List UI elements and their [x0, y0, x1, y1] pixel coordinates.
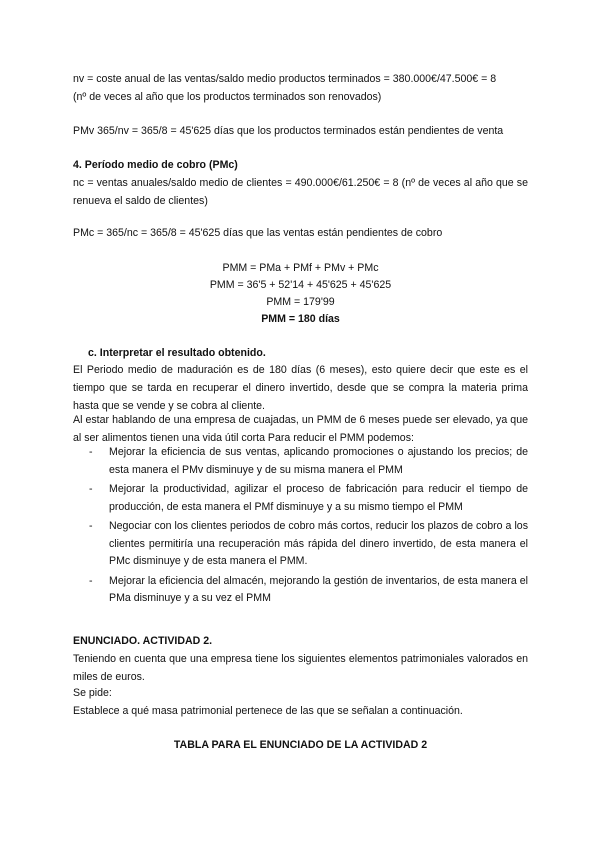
list-item: [73, 518, 528, 571]
nc-formula: nc = ventas anuales/saldo medio de clientes = 490.000€/61.250€ = 8 (nº de veces al año que se renueva el saldo de clientes): [73, 177, 528, 207]
pmm-sum: PMM = 36'5 + 52'14 + 45'625 + 45'625: [209, 279, 392, 291]
list-item: [73, 444, 528, 479]
activity2-paragraph-1: Teniendo en cuenta que una empresa tiene los siguientes elementos patrimoniales valorados en miles de euros.: [73, 653, 528, 683]
list-item-text: Mejorar la productividad, agilizar el proceso de fabricación para reducir el tiempo de producción, de esta manera el PMf disminuye y a su mismo tiempo el PMM: [109, 483, 528, 513]
list-item-text: Negociar con los clientes periodos de cobro más cortos, reducir los plazos de cobro a los clientes permitiría una recuperación más rápida del dinero invertido, de esta manera el PMc disminuye y de esta manera el PMM.: [109, 520, 528, 567]
nv-note: (nº de veces al año que los productos terminados son renovados): [73, 91, 382, 103]
list-item-text: Mejorar la eficiencia de sus ventas, aplicando promociones o ajustando los precios; de esta manera el PMv disminuye y de su misma manera el PMM: [109, 446, 528, 476]
bullet-dash: -: [89, 446, 93, 458]
pmm-value: PMM = 179'99: [266, 296, 335, 308]
interpretation-paragraph-2: Al estar hablando de una empresa de cuajadas, un PMM de 6 meses puede ser elevado, ya que al ser alimentos tienen una vida útil corta Para reducir el PMM podemos:: [73, 414, 528, 444]
activity2-heading: ENUNCIADO. ACTIVIDAD 2.: [73, 635, 213, 647]
list-item-text: Mejorar la eficiencia del almacén, mejorando la gestión de inventarios, de esta manera el PMa disminuye y a su vez el PMM: [109, 574, 528, 604]
interpretation-paragraph-1: El Periodo medio de maduración es de 180 días (6 meses), esto quiere decir que este es el tiempo que se tarda en recuperar el dinero invertido, desde que se compra la materia prima hasta que se vende y se cobra al cliente.: [73, 364, 528, 412]
bullet-dash: -: [89, 483, 93, 495]
bullet-dash: -: [89, 520, 93, 532]
activity2-paragraph-2: Se pide:: [73, 687, 112, 699]
pmm-formula: PMM = PMa + PMf + PMv + PMc: [222, 262, 379, 274]
nv-formula: nv = coste anual de las ventas/saldo medio productos terminados = 380.000€/47.500€ = 8: [73, 73, 497, 85]
reduction-measures-list: [73, 444, 528, 610]
section4-heading: 4. Período medio de cobro (PMc): [73, 159, 238, 171]
list-item: [73, 573, 528, 608]
pmc-formula: PMc = 365/nc = 365/8 = 45'625 días que las ventas están pendientes de cobro: [73, 227, 443, 239]
pmv-formula: PMv 365/nv = 365/8 = 45'625 días que los productos terminados están pendientes de venta: [73, 125, 504, 137]
activity2-paragraph-3: Establece a qué masa patrimonial pertenece de las que se señalan a continuación.: [73, 705, 463, 717]
table-title: TABLA PARA EL ENUNCIADO DE LA ACTIVIDAD 2: [173, 739, 428, 751]
interpretation-heading: c. Interpretar el resultado obtenido.: [88, 347, 266, 359]
pmm-rounded: PMM = 180 días: [261, 313, 340, 325]
bullet-dash: -: [89, 574, 93, 587]
list-item: [73, 481, 528, 516]
